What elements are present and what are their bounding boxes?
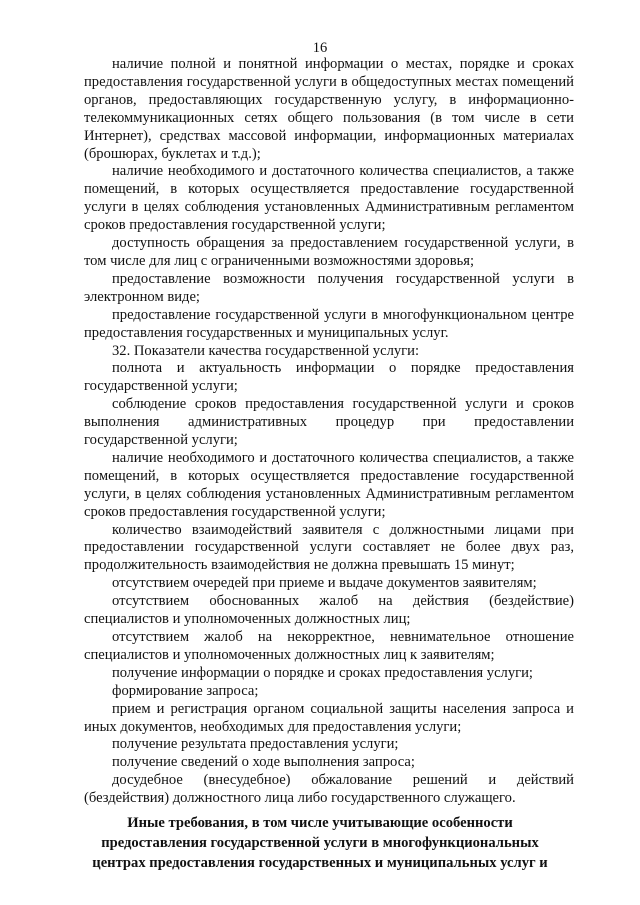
paragraph: предоставление возможности получения государственной услуги в электронном виде; bbox=[84, 270, 574, 305]
paragraph: отсутствием жалоб на некорректное, невнимательное отношение специалистов и уполномоченных должностных лиц к заявителям; bbox=[84, 629, 574, 663]
paragraph: досудебное (внесудебное) обжалование решений и действий (бездействия) должностного лица либо государственного служащего. bbox=[84, 772, 574, 807]
paragraph: получение сведений о ходе выполнения запроса; bbox=[112, 754, 415, 771]
body-text bbox=[84, 56, 574, 808]
paragraph: наличие полной и понятной информации о местах, порядке и сроках предоставления государственной услуги в общедоступных местах помещений органов, предоставляющих государственную услугу, в информационно-телекоммуникационных сетях общего пользования (в том числе в сети Интернет), средствах массовой информации, информационных материалах (брошюрах, буклетах и т.д.); bbox=[84, 56, 574, 162]
paragraph: формирование запроса; bbox=[112, 682, 259, 699]
section-heading-line: центрах предоставления государственных и муниципальных услуг и bbox=[92, 855, 548, 871]
paragraph: соблюдение сроков предоставления государственной услуги и сроков выполнения административных процедур при предоставлении государственной услуги; bbox=[84, 396, 574, 449]
paragraph: отсутствием очередей при приеме и выдаче документов заявителям; bbox=[112, 575, 537, 592]
section-heading bbox=[60, 813, 580, 873]
paragraph: наличие необходимого и достаточного количества специалистов, а также помещений, в которых осуществляется предоставление государственной услуги, в целях соблюдения установленных Административным регламентом сроков предоставления государственной услуги; bbox=[84, 449, 574, 520]
paragraph: получение результата предоставления услуги; bbox=[112, 736, 399, 753]
paragraph: доступность обращения за предоставлением государственной услуги, в том числе для лиц с ограниченными возможностями здоровья; bbox=[84, 235, 574, 269]
page-number: 16 bbox=[312, 40, 328, 56]
paragraph: количество взаимодействий заявителя с должностными лицами при предоставлении государственной услуги составляет не более двух раз, продолжительность взаимодействия не должна превышать 15 минут; bbox=[84, 521, 574, 574]
section-heading-line: Иные требования, в том числе учитывающие особенности bbox=[127, 815, 513, 831]
paragraph-section-32: 32. Показатели качества государственной услуги: bbox=[112, 342, 420, 359]
paragraph: полнота и актуальность информации о порядке предоставления государственной услуги; bbox=[84, 360, 574, 395]
paragraph: предоставление государственной услуги в многофункциональном центре предоставления государственных и муниципальных услуг. bbox=[84, 306, 574, 341]
paragraph: наличие необходимого и достаточного количества специалистов, а также помещений, в которых осуществляется предоставление государственной услуги в целях соблюдения установленных Административным регламентом сроков предоставления государственной услуги; bbox=[84, 163, 574, 234]
paragraph: прием и регистрация органом социальной защиты населения запроса и иных документов, необходимых для предоставления услуги; bbox=[84, 700, 574, 735]
section-heading-line: предоставления государственной услуги в многофункциональных bbox=[101, 835, 539, 851]
paragraph: отсутствием обоснованных жалоб на действия (бездействие) специалистов и уполномоченных должностных лиц; bbox=[84, 593, 574, 628]
paragraph: получение информации о порядке и сроках предоставления услуги; bbox=[112, 664, 533, 681]
